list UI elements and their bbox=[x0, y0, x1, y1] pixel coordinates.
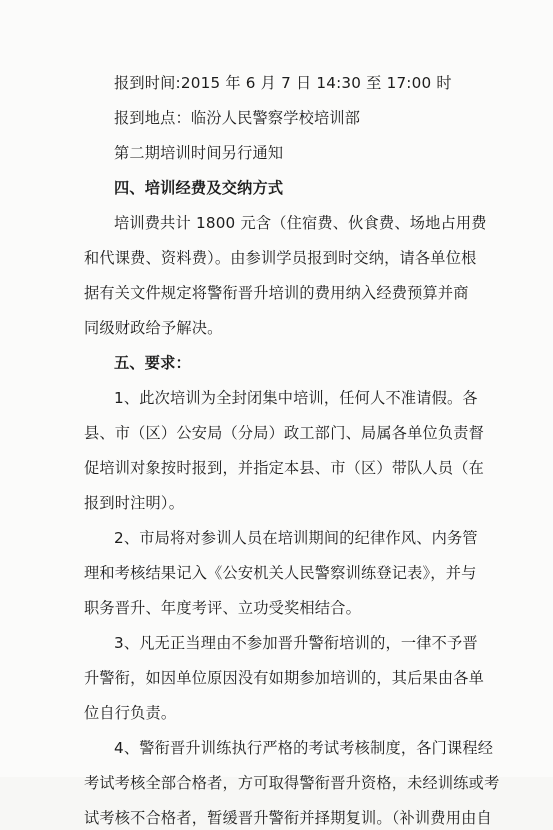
requirement-3-line-3: 位自行负责。 bbox=[84, 704, 177, 722]
requirement-4-line-1: 4、警衔晋升训练执行严格的考试考核制度，各门课程经 bbox=[114, 739, 494, 757]
registration-location-line: 报到地点：临汾人民警察学校培训部 bbox=[114, 109, 361, 127]
section-five-heading: 五、要求： bbox=[114, 354, 191, 372]
requirement-2-line-1: 2、市局将对参训人员在培训期间的纪律作风、内务管 bbox=[114, 529, 478, 547]
requirement-1-line-4: 报到时注明）。 bbox=[84, 494, 185, 512]
requirement-1-line-3: 促培训对象按时报到，并指定本县、市（区）带队人员（在 bbox=[84, 459, 485, 477]
fee-paragraph-line-2: 和代课费、资料费）。由参训学员报到时交纳，请各单位根 bbox=[84, 249, 477, 267]
requirement-1-line-1: 1、此次培训为全封闭集中培训，任何人不准请假。各 bbox=[114, 389, 478, 407]
registration-time-line: 报到时间:2015 年 6 月 7 日 14:30 至 17:00 时 bbox=[114, 74, 452, 92]
second-session-notice-line: 第二期培训时间另行通知 bbox=[114, 144, 284, 162]
requirement-3-line-2: 升警衔，如因单位原因没有如期参加培训的，其后果由各单 bbox=[84, 669, 485, 687]
section-four-heading: 四、培训经费及交纳方式 bbox=[114, 179, 284, 197]
requirement-4-line-2: 考试考核全部合格者，方可取得警衔晋升资格，未经训练或考 bbox=[84, 774, 500, 792]
requirement-2-line-2: 理和考核结果记入《公安机关人民警察训练登记表》，并与 bbox=[84, 564, 477, 582]
requirement-1-line-2: 县、市（区）公安局（分局）政工部门、局属各单位负责督 bbox=[84, 424, 485, 442]
document-body bbox=[84, 72, 500, 830]
requirement-3-line-1: 3、凡无正当理由不参加晋升警衔培训的，一律不予晋 bbox=[114, 634, 478, 652]
requirement-4-line-3: 试考核不合格者，暂缓晋升警衔并择期复训。（补训费用由自 bbox=[84, 809, 492, 827]
requirement-2-line-3: 职务晋升、年度考评、立功受奖相结合。 bbox=[84, 599, 361, 617]
fee-paragraph-line-4: 同级财政给予解决。 bbox=[84, 319, 223, 337]
fee-paragraph-line-1: 培训费共计 1800 元含（住宿费、伙食费、场地占用费 bbox=[114, 214, 487, 232]
fee-paragraph-line-3: 据有关文件规定将警衔晋升培训的费用纳入经费预算并商 bbox=[84, 284, 469, 302]
